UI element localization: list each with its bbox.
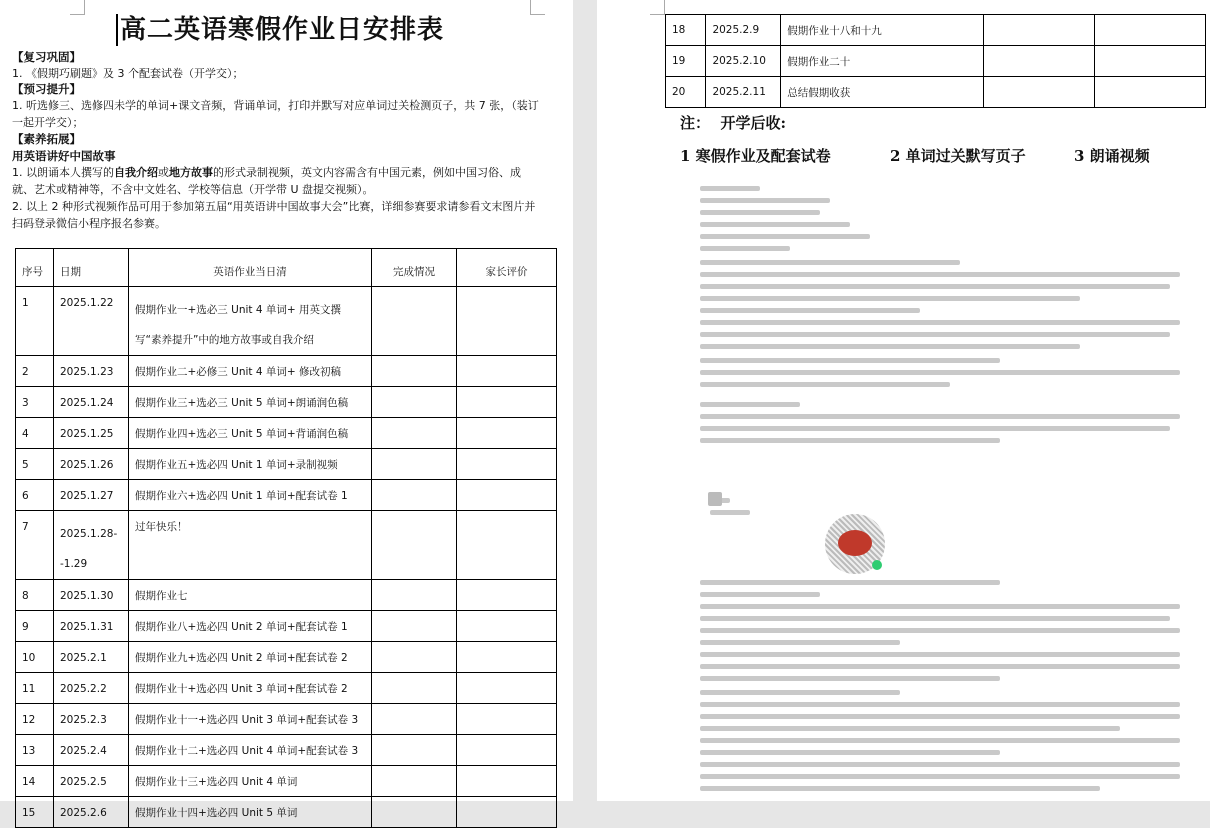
row-date: 2025.2.6 — [54, 797, 129, 828]
crop-mark — [650, 0, 665, 15]
blurred-text-line — [700, 308, 920, 313]
blurred-text-line — [700, 774, 1180, 779]
row-date: 2025.2.2 — [54, 673, 129, 704]
row-task: 假期作业九+选必四 Unit 2 单词+配套试卷 2 — [129, 642, 372, 673]
table-row — [16, 797, 557, 828]
blurred-text-line — [700, 272, 1180, 277]
table-row — [16, 511, 557, 580]
row-date: 2025.1.28--1.29 — [54, 511, 129, 580]
blurred-text-line — [700, 786, 1100, 791]
row-date: 2025.2.5 — [54, 766, 129, 797]
row-completion-cell[interactable] — [372, 642, 457, 673]
row-parent-review-cell[interactable] — [1094, 46, 1205, 77]
row-date: 2025.2.11 — [706, 77, 781, 108]
row-number: 11 — [16, 673, 54, 704]
row-parent-review-cell[interactable] — [457, 797, 557, 828]
row-completion-cell[interactable] — [372, 449, 457, 480]
row-task: 假期作业十四+选必四 Unit 5 单词 — [129, 797, 372, 828]
blurred-text-line — [700, 616, 1170, 621]
row-completion-cell[interactable] — [983, 15, 1094, 46]
blurred-text-line — [700, 676, 1000, 681]
homework-table — [15, 248, 557, 828]
row-task: 假期作业二十 — [781, 46, 983, 77]
row-completion-cell[interactable] — [372, 797, 457, 828]
row-date: 2025.2.10 — [706, 46, 781, 77]
header-task: 英语作业当日清 — [129, 249, 372, 287]
note — [680, 112, 786, 133]
row-number: 8 — [16, 580, 54, 611]
expansion-heading: 【素养拓展】 — [12, 132, 81, 146]
row-completion-cell[interactable] — [372, 735, 457, 766]
row-date: 2025.1.23 — [54, 356, 129, 387]
row-number: 10 — [16, 642, 54, 673]
header-completion: 完成情况 — [372, 249, 457, 287]
row-number: 9 — [16, 611, 54, 642]
table-row — [666, 46, 1206, 77]
table-row — [16, 580, 557, 611]
expansion-item-1 — [12, 164, 540, 198]
blurred-text-line — [700, 640, 900, 645]
blurred-text-line — [700, 664, 1180, 669]
blurred-icon — [708, 492, 722, 506]
row-date: 2025.1.30 — [54, 580, 129, 611]
row-task: 假期作业十八和十九 — [781, 15, 983, 46]
table-row — [16, 766, 557, 797]
row-task: 假期作业四+选必三 Unit 5 单词+背诵润色稿 — [129, 418, 372, 449]
row-number: 20 — [666, 77, 706, 108]
blurred-text-line — [700, 198, 830, 203]
table-row — [666, 15, 1206, 46]
note-label: 注： — [680, 114, 711, 132]
row-task: 假期作业三+选必三 Unit 5 单词+朗诵润色稿 — [129, 387, 372, 418]
table-row — [16, 480, 557, 511]
row-completion-cell[interactable] — [372, 511, 457, 580]
header-number: 序号 — [16, 249, 54, 287]
row-number: 7 — [16, 511, 54, 580]
document-page-left — [0, 0, 573, 819]
row-task: 假期作业六+选必四 Unit 1 单词+配套试卷 1 — [129, 480, 372, 511]
row-number: 5 — [16, 449, 54, 480]
table-row — [16, 449, 557, 480]
blurred-text-line — [700, 210, 820, 215]
header-date: 日期 — [54, 249, 129, 287]
blurred-text-line — [700, 246, 790, 251]
row-task: 假期作业五+选必四 Unit 1 单词+录制视频 — [129, 449, 372, 480]
row-date: 2025.1.22 — [54, 287, 129, 356]
blurred-text-line — [700, 382, 950, 387]
row-task: 假期作业十二+选必四 Unit 4 单词+配套试卷 3 — [129, 735, 372, 766]
blurred-text-line — [700, 402, 800, 407]
row-task: 假期作业十+选必四 Unit 3 单词+配套试卷 2 — [129, 673, 372, 704]
expansion-item-1-text: 1. 以朗诵本人撰写的 — [12, 166, 114, 179]
row-number: 19 — [666, 46, 706, 77]
row-date: 2025.2.3 — [54, 704, 129, 735]
blurred-text-line — [700, 358, 1000, 363]
row-task: 假期作业二+必修三 Unit 4 单词+ 修改初稿 — [129, 356, 372, 387]
row-number: 3 — [16, 387, 54, 418]
row-number: 14 — [16, 766, 54, 797]
row-parent-review-cell[interactable] — [457, 735, 557, 766]
blurred-text-line — [700, 344, 1080, 349]
note-item-3: 3 朗诵视频 — [1074, 147, 1150, 165]
row-parent-review-cell[interactable] — [457, 480, 557, 511]
local-story-highlight: 地方故事 — [169, 166, 213, 179]
self-intro-highlight: 自我介绍 — [114, 166, 158, 179]
row-parent-review-cell[interactable] — [457, 704, 557, 735]
table-row — [16, 673, 557, 704]
table-row — [16, 642, 557, 673]
document-title: 高二英语寒假作业日安排表 — [116, 14, 444, 46]
crop-mark — [70, 0, 85, 15]
row-number: 1 — [16, 287, 54, 356]
expansion-item-2: 2. 以上 2 种形式视频作品可用于参加第五届“用英语讲中国故事大会”比赛，详细参赛要求请参看文末图片并扫码登录微信小程序报名参赛。 — [12, 200, 536, 230]
row-completion-cell[interactable] — [372, 287, 457, 356]
blurred-text-line — [700, 726, 1120, 731]
crop-mark — [530, 0, 545, 15]
row-completion-cell[interactable] — [372, 387, 457, 418]
blurred-text-line — [700, 320, 1180, 325]
preview-item-1: 1. 听选修三、选修四未学的单词+课文音频，背诵单词，打印并默写对应单词过关检测页子，共 7 张，（装订一起开学交）； — [12, 99, 539, 129]
row-parent-review-cell[interactable] — [457, 387, 557, 418]
table-row — [16, 387, 557, 418]
row-completion-cell[interactable] — [372, 480, 457, 511]
row-task: 假期作业十一+选必四 Unit 3 单词+配套试卷 3 — [129, 704, 372, 735]
row-parent-review-cell[interactable] — [1094, 77, 1205, 108]
blurred-text-line — [700, 438, 1000, 443]
blurred-text-line — [700, 234, 870, 239]
blurred-text-line — [700, 370, 1180, 375]
row-parent-review-cell[interactable] — [457, 766, 557, 797]
note-text: 开学后收: — [720, 114, 787, 132]
blurred-text-line — [700, 714, 1180, 719]
blurred-text-line — [700, 738, 1180, 743]
row-completion-cell[interactable] — [983, 46, 1094, 77]
header-parent-review: 家长评价 — [457, 249, 557, 287]
table-row — [16, 418, 557, 449]
blurred-text-line — [700, 284, 1170, 289]
review-heading: 【复习巩固】 — [12, 50, 81, 64]
preview-heading: 【预习提升】 — [12, 82, 81, 96]
row-number: 13 — [16, 735, 54, 766]
table-row — [666, 77, 1206, 108]
blurred-text-line — [700, 414, 1180, 419]
blurred-text-line — [700, 186, 760, 191]
blurred-text-line — [700, 750, 1000, 755]
row-date: 2025.1.26 — [54, 449, 129, 480]
row-task: 假期作业一+选必三 Unit 4 单词+ 用英文撰写“素养提升”中的地方故事或自我介绍 — [129, 287, 372, 356]
row-task: 过年快乐！ — [129, 511, 372, 580]
blurred-text-line — [710, 510, 750, 515]
row-completion-cell[interactable] — [372, 611, 457, 642]
table-row — [16, 611, 557, 642]
row-parent-review-cell[interactable] — [457, 611, 557, 642]
row-parent-review-cell[interactable] — [1094, 15, 1205, 46]
row-task: 假期作业七 — [129, 580, 372, 611]
expansion-item-1-or: 或 — [158, 166, 169, 179]
blurred-text-line — [700, 580, 1000, 585]
row-completion-cell[interactable] — [372, 673, 457, 704]
blurred-text-line — [700, 332, 1170, 337]
contest-rules-image — [700, 180, 1200, 801]
row-task: 假期作业八+选必四 Unit 2 单词+配套试卷 1 — [129, 611, 372, 642]
row-completion-cell[interactable] — [372, 704, 457, 735]
row-completion-cell[interactable] — [983, 77, 1094, 108]
table-row — [16, 356, 557, 387]
blurred-text-line — [700, 628, 1180, 633]
review-item-1: 1. 《假期巧刷题》及 3 个配套试卷（开学交）； — [12, 67, 244, 80]
expansion-item-1-rest: 的形式录制视频，英文内容需含有中国元素，例如中国习俗、成就、艺术或精神等，不含中文姓名、学校等信息（开学带 U 盘提交视频）。 — [12, 166, 521, 196]
row-parent-review-cell[interactable] — [457, 287, 557, 356]
row-parent-review-cell[interactable] — [457, 356, 557, 387]
row-parent-review-cell[interactable] — [457, 580, 557, 611]
row-number: 6 — [16, 480, 54, 511]
blurred-text-line — [700, 652, 1180, 657]
blurred-text-line — [700, 592, 820, 597]
row-parent-review-cell[interactable] — [457, 673, 557, 704]
row-number: 2 — [16, 356, 54, 387]
row-date: 2025.1.25 — [54, 418, 129, 449]
row-number: 12 — [16, 704, 54, 735]
homework-table-continued — [665, 14, 1206, 108]
row-parent-review-cell[interactable] — [457, 642, 557, 673]
wechat-badge-icon — [872, 560, 882, 570]
table-header-row — [16, 249, 557, 287]
expansion-subheading: 用英语讲好中国故事 — [12, 149, 116, 163]
note-item-1: 1 寒假作业及配套试卷 — [680, 147, 831, 165]
blurred-text-line — [700, 690, 900, 695]
table-row — [16, 704, 557, 735]
row-parent-review-cell[interactable] — [457, 449, 557, 480]
blurred-text-line — [700, 426, 1170, 431]
row-date: 2025.2.4 — [54, 735, 129, 766]
row-date: 2025.1.31 — [54, 611, 129, 642]
table-row — [16, 287, 557, 356]
row-date: 2025.1.27 — [54, 480, 129, 511]
row-completion-cell[interactable] — [372, 418, 457, 449]
row-number: 4 — [16, 418, 54, 449]
blurred-text-line — [700, 260, 960, 265]
blurred-text-line — [700, 762, 1180, 767]
row-task: 总结假期收获 — [781, 77, 983, 108]
row-date: 2025.2.9 — [706, 15, 781, 46]
blurred-text-line — [700, 702, 1180, 707]
row-number: 15 — [16, 797, 54, 828]
note-item-2: 2 单词过关默写页子 — [890, 147, 1026, 165]
row-parent-review-cell[interactable] — [457, 418, 557, 449]
row-parent-review-cell[interactable] — [457, 511, 557, 580]
row-completion-cell[interactable] — [372, 766, 457, 797]
blurred-text-line — [700, 222, 850, 227]
row-completion-cell[interactable] — [372, 356, 457, 387]
contest-logo-icon — [838, 530, 872, 556]
row-number: 18 — [666, 15, 706, 46]
blurred-text-line — [700, 296, 1080, 301]
table-row — [16, 735, 557, 766]
blurred-text-line — [700, 604, 1180, 609]
row-task: 假期作业十三+选必四 Unit 4 单词 — [129, 766, 372, 797]
row-date: 2025.1.24 — [54, 387, 129, 418]
row-completion-cell[interactable] — [372, 580, 457, 611]
row-date: 2025.2.1 — [54, 642, 129, 673]
